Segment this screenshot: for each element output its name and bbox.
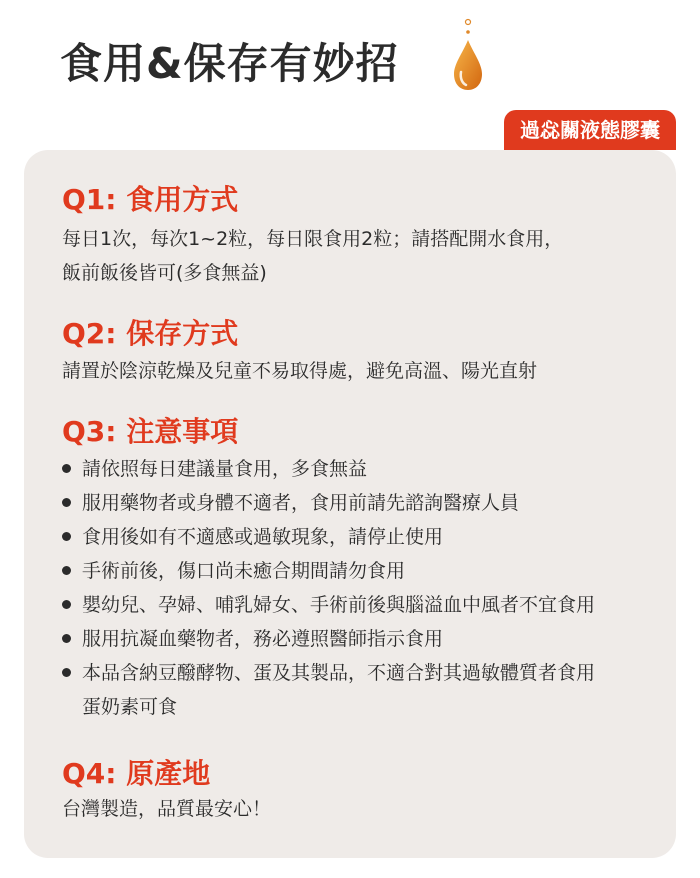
bullet-dot-icon	[62, 566, 71, 575]
product-badge: 過惢關液態膠囊	[504, 110, 676, 150]
list-item: 食用後如有不適感或過敏現象，請停止使用	[62, 520, 674, 554]
list-item: 嬰幼兒、孕婦、哺乳婦女、手術前後與腦溢血中風者不宜食用	[62, 588, 674, 622]
list-item: 手術前後，傷口尚未癒合期間請勿食用	[62, 554, 674, 588]
list-item: 請依照每日建議量食用，多食無益	[62, 452, 674, 486]
oil-drop-icon	[448, 14, 488, 94]
q2-line: 請置於陰涼乾燥及兒童不易取得處，避免高溫、陽光直射	[62, 360, 538, 382]
bullet-dot-icon	[62, 634, 71, 643]
page-title: 食用&保存有妙招	[60, 39, 399, 88]
q1-heading: Q1: 食用方式	[62, 183, 239, 216]
q2-heading: Q2: 保存方式	[62, 317, 239, 350]
q2-text	[62, 354, 662, 388]
q1-text	[62, 222, 662, 290]
bullet-dot-icon	[62, 498, 71, 507]
list-item-continuation: 蛋奶素可食	[82, 696, 178, 718]
q4-line: 台灣製造，品質最安心！	[62, 798, 272, 820]
q1-line: 飯前飯後皆可(多食無益)	[62, 262, 267, 284]
list-item: 服用藥物者或身體不適者，食用前請先諮詢醫療人員	[62, 486, 674, 520]
q4-heading: Q4: 原產地	[62, 757, 211, 790]
q1-line: 每日1次，每次1~2粒，每日限食用2粒；請搭配開水食用，	[62, 228, 564, 250]
list-item: 服用抗凝血藥物者，務必遵照醫師指示食用	[62, 622, 674, 656]
bullet-dot-icon	[62, 600, 71, 609]
q3-list	[62, 452, 674, 724]
bullet-dot-icon	[62, 532, 71, 541]
faq-card	[24, 150, 676, 858]
q4-text	[62, 792, 662, 826]
q3-heading: Q3: 注意事項	[62, 415, 239, 448]
bullet-dot-icon	[62, 464, 71, 473]
list-item: 本品含納豆醱酵物、蛋及其製品，不適合對其過敏體質者食用 蛋奶素可食	[62, 656, 674, 724]
bullet-dot-icon	[62, 668, 71, 677]
